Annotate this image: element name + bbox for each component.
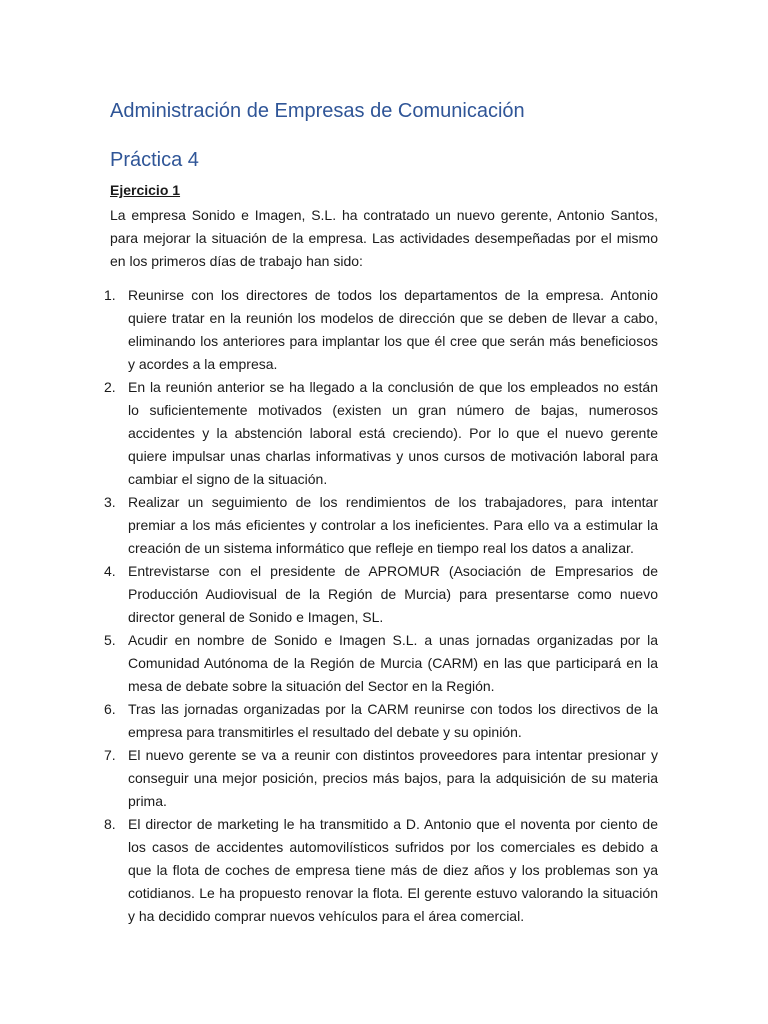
list-item (100, 376, 658, 491)
list-item (100, 560, 658, 629)
list-item-text: Entrevistarse con el presidente de APROMUR (Asociación de Empresarios de Producción Audiovisual de la Región de Murcia) para presentarse como nuevo director general de Sonido e Imagen, SL. (128, 563, 658, 625)
list-item-number: 4. (104, 563, 116, 579)
intro-paragraph: La empresa Sonido e Imagen, S.L. ha contratado un nuevo gerente, Antonio Santos, para mejorar la situación de la empresa. Las actividades desempeñadas por el mismo en los primeros días de trabajo han sido: (110, 207, 658, 269)
list-item-number: 6. (104, 701, 116, 717)
list-item-text: Acudir en nombre de Sonido e Imagen S.L. a unas jornadas organizadas por la Comunidad Autónoma de la Región de Murcia (CARM) en las que participará en la mesa de debate sobre la situación del Sector en la Región. (128, 632, 658, 694)
list-item-number: 2. (104, 379, 116, 395)
list-item-number: 3. (104, 494, 116, 510)
list-item (100, 744, 658, 813)
list-item (100, 813, 658, 928)
list-item-text: Realizar un seguimiento de los rendimientos de los trabajadores, para intentar premiar a los más eficientes y controlar a los ineficientes. Para ello va a estimular la creación de un sistema informático que refleje en tiempo real los datos a analizar. (128, 494, 658, 556)
list-item (100, 698, 658, 744)
list-item-number: 5. (104, 632, 116, 648)
list-item-text: Tras las jornadas organizadas por la CARM reunirse con todos los directivos de la empresa para transmitirles el resultado del debate y su opinión. (128, 701, 658, 740)
list-item-number: 1. (104, 287, 116, 303)
list-item (100, 629, 658, 698)
list-item (100, 284, 658, 376)
list-item-text: El director de marketing le ha transmitido a D. Antonio que el noventa por ciento de los casos de accidentes automovilísticos sufridos por los comerciales es debido a que la flota de coches de empresa tiene más de diez años y los problemas son ya cotidianos. Le ha propuesto renovar la flota. El gerente estuvo valorando la situación y ha decidido comprar nuevos vehículos para el área comercial. (128, 816, 658, 924)
list-item-text: El nuevo gerente se va a reunir con distintos proveedores para intentar presionar y conseguir una mejor posición, precios más bajos, para la adquisición de su materia prima. (128, 747, 658, 809)
task-list (100, 284, 658, 928)
list-item-text: Reunirse con los directores de todos los departamentos de la empresa. Antonio quiere tratar en la reunión los modelos de dirección que se deben de llevar a cabo, eliminando los anteriores para implantar los que él cree que serán más beneficiosos y acordes a la empresa. (128, 287, 658, 372)
list-item-number: 8. (104, 816, 116, 832)
section-heading: Ejercicio 1 (110, 182, 181, 198)
list-item (100, 491, 658, 560)
document-subtitle: Práctica 4 (110, 149, 199, 171)
document-title: Administración de Empresas de Comunicación (110, 100, 525, 122)
list-item-text: En la reunión anterior se ha llegado a la conclusión de que los empleados no están lo suficientemente motivados (existen un gran número de bajas, numerosos accidentes y la abstención laboral está creciendo). Por lo que el nuevo gerente quiere impulsar unas charlas informativas y unos cursos de motivación laboral para cambiar el signo de la situación. (128, 379, 658, 487)
list-item-number: 7. (104, 747, 116, 763)
